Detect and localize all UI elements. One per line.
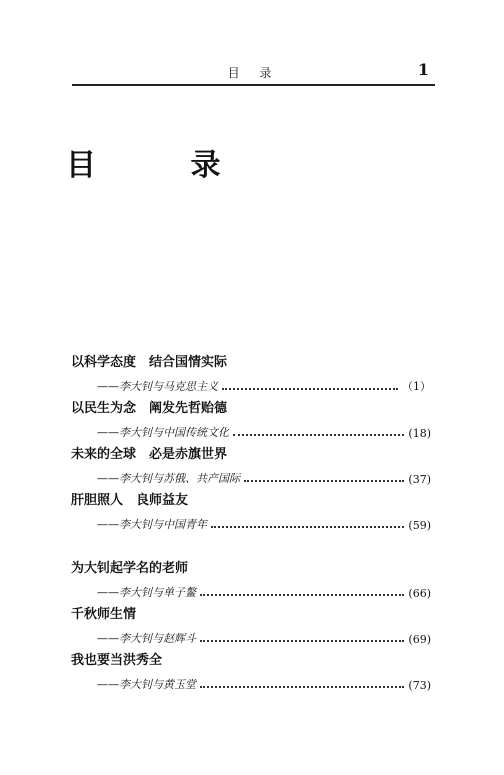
toc-entry-subtitle: ——李大钊与苏俄、共产国际 [97,472,240,485]
toc-entry-page: (37) [408,473,431,486]
toc-entry-subtitle-row [97,674,431,692]
toc-entry-subtitle: ——李大钊与中国传统文化 [97,426,229,439]
toc-entry-page: (59) [408,519,431,532]
dot-leader [244,479,404,482]
toc-entry-page: （1） [402,380,431,393]
toc-entry-page: (18) [408,427,431,440]
toc-entry-subtitle: ——李大钊与马克思主义 [97,380,218,393]
toc-entry-title: 未来的全球 必是赤旗世界 [71,447,228,462]
toc-entry-page: (66) [408,587,431,600]
toc-entry-subtitle: ——李大钊与黄玉堂 [97,678,196,691]
toc-heading: 目 录 [66,148,223,183]
toc-entry-subtitle-row [97,582,431,600]
toc-entry-title: 肝胆照人 良师益友 [71,493,189,508]
toc-entry-subtitle-row [97,628,431,646]
toc-entry-title: 我也要当洪秀全 [71,653,163,668]
toc-entry-title: 千秋师生情 [71,607,137,622]
toc-entry-page: (69) [408,633,431,646]
dot-leader [211,525,404,528]
toc-entry-subtitle: ——李大钊与赵辉斗 [97,632,196,645]
dot-leader [200,593,404,596]
dot-leader [200,639,404,642]
running-header [72,62,435,86]
dot-leader [200,685,404,688]
toc-entry-subtitle: ——李大钊与中国青年 [97,518,207,531]
toc-entry-subtitle-row [97,468,431,486]
toc-entry-title: 为大钊起学名的老师 [71,561,189,576]
toc-entry-subtitle-row [97,514,431,532]
toc-entry-subtitle-row [97,376,431,394]
toc-entry-subtitle-row [97,422,431,440]
toc-entry-page: (73) [408,679,431,692]
running-title: 目 录 [227,66,280,80]
toc-entry-title: 以民生为念 阐发先哲贻德 [71,401,228,416]
page-number: 1 [417,60,429,79]
toc-entry-title: 以科学态度 结合国情实际 [71,355,228,370]
dot-leader [222,387,398,390]
toc-entry-subtitle: ——李大钊与单子鳌 [97,586,196,599]
dot-leader [233,433,404,436]
